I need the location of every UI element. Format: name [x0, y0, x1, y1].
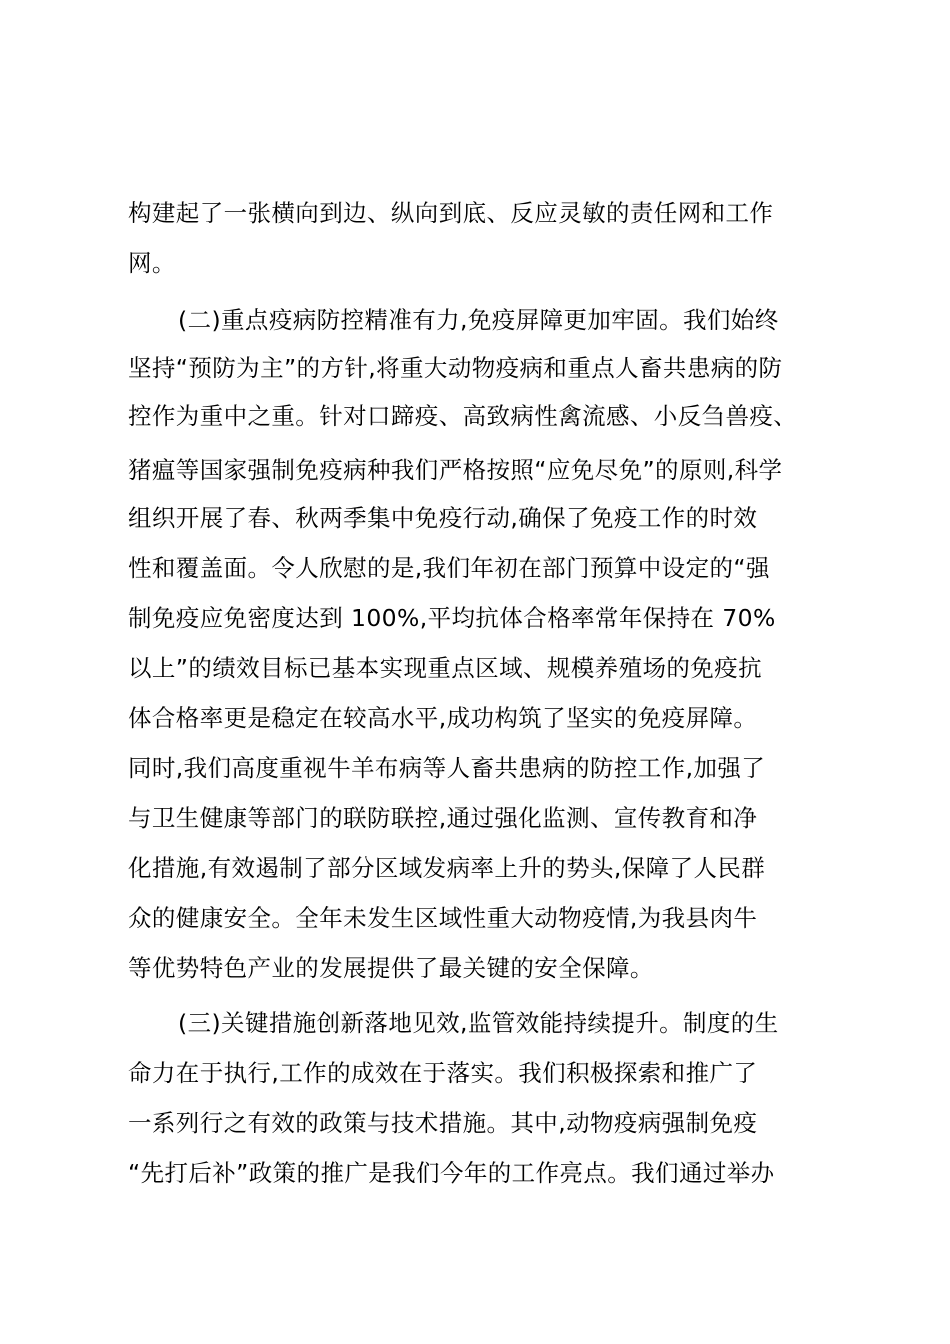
text-line: 制免疫应免密度达到 100%,平均抗体合格率常年保持在 70%	[128, 604, 776, 632]
text-line: 性和覆盖面。令人欣慰的是,我们年初在部门预算中设定的“强	[128, 554, 770, 582]
text-line: 与卫生健康等部门的联防联控,通过强化监测、宣传教育和净	[128, 804, 758, 832]
text-line: 化措施,有效遏制了部分区域发病率上升的势头,保障了人民群	[128, 854, 766, 882]
text-line: 组织开展了春、秋两季集中免疫行动,确保了免疫工作的时效	[128, 504, 758, 532]
text-line: 众的健康安全。全年未发生区域性重大动物疫情,为我县肉牛	[128, 904, 758, 932]
text-line: 猪瘟等国家强制免疫病种我们严格按照“应免尽免”的原则,科学	[128, 456, 783, 484]
text-line: 以上”的绩效目标已基本实现重点区域、规模养殖场的免疫抗	[128, 654, 762, 682]
text-line: 构建起了一张横向到边、纵向到底、反应灵敏的责任网和工作	[128, 199, 774, 227]
section-heading-line: (三)关键措施创新落地见效,监管效能持续提升。制度的生	[178, 1009, 779, 1037]
text-line: “先打后补”政策的推广是我们今年的工作亮点。我们通过举办	[128, 1159, 775, 1187]
text-line: 控作为重中之重。针对口蹄疫、高致病性禽流感、小反刍兽疫、	[128, 402, 798, 430]
text-line: 命力在于执行,工作的成效在于落实。我们积极探索和推广了	[128, 1059, 758, 1087]
text-line: 体合格率更是稳定在较高水平,成功构筑了坚实的免疫屏障。	[128, 704, 758, 732]
text-line: 一系列行之有效的政策与技术措施。其中,动物疫病强制免疫	[128, 1109, 758, 1137]
text-line: 网。	[128, 249, 176, 277]
text-line: 坚持“预防为主”的方针,将重大动物疫病和重点人畜共患病的防	[128, 354, 783, 382]
section-heading-line: (二)重点疫病防控精准有力,免疫屏障更加牢固。我们始终	[178, 306, 779, 334]
text-line: 同时,我们高度重视牛羊布病等人畜共患病的防控工作,加强了	[128, 754, 766, 782]
text-line: 等优势特色产业的发展提供了最关键的安全保障。	[128, 954, 654, 982]
